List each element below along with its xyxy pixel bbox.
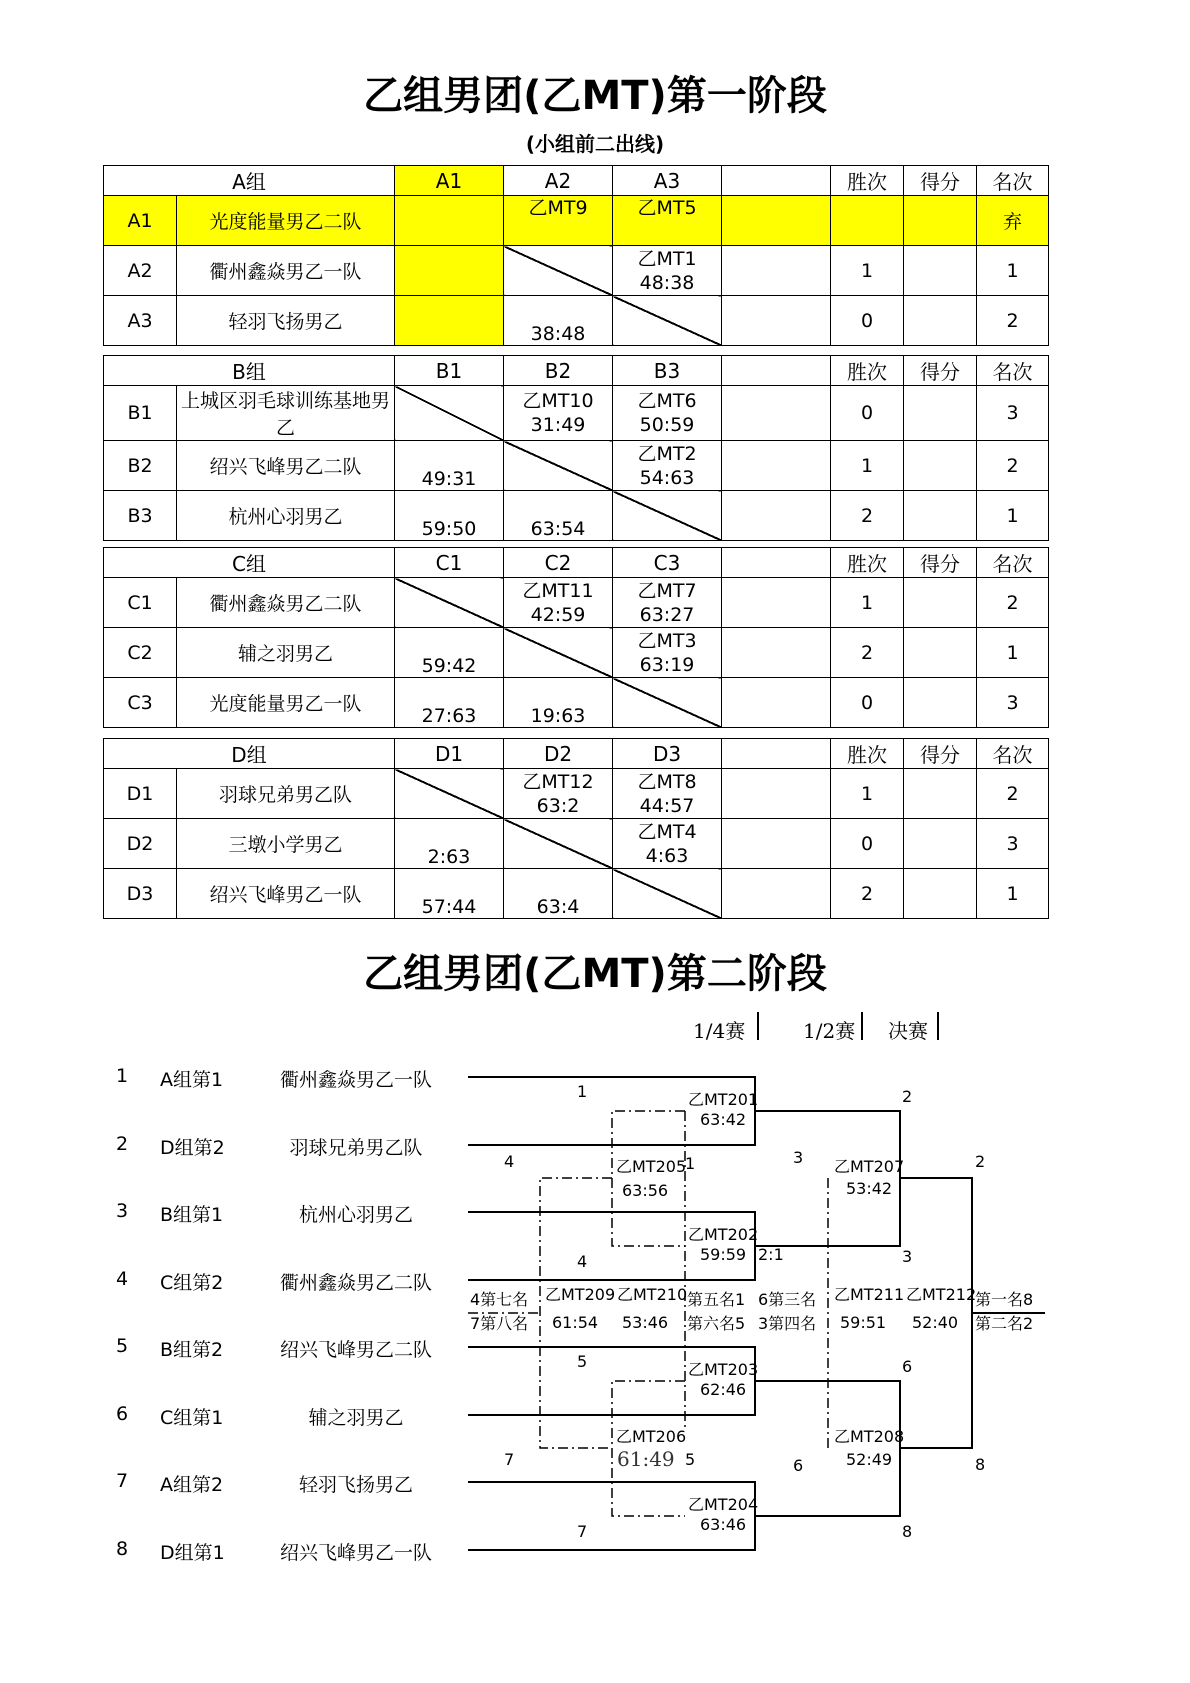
match-code: 乙MT208 xyxy=(834,1427,905,1446)
bracket-num: 5 xyxy=(577,1352,588,1371)
points-header: 得分 xyxy=(904,166,977,196)
seed-team: 羽球兄弟男乙队 xyxy=(289,1136,423,1159)
group-name: C组 xyxy=(104,548,395,578)
match-score: 63:19 xyxy=(639,653,695,676)
seed-team: 绍兴飞峰男乙二队 xyxy=(279,1339,432,1361)
match-score: 42:59 xyxy=(530,603,586,626)
match-score: 19:63 xyxy=(530,705,586,727)
seed-team: 绍兴飞峰男乙一队 xyxy=(279,1541,432,1564)
match-score: 59:59 xyxy=(700,1245,747,1264)
bracket-num: 3 xyxy=(793,1148,804,1167)
stage1-title: 乙组男团(乙MT)第一阶段 xyxy=(363,73,827,119)
match-code: 乙MT5 xyxy=(637,197,697,219)
seed-team: 辅之羽男乙 xyxy=(308,1406,404,1429)
col-header: B3 xyxy=(613,356,722,386)
match-code: 乙MT204 xyxy=(688,1495,759,1514)
team-name: 上城区羽毛球训练基地男乙 xyxy=(177,386,395,441)
place-label: 6第三名 xyxy=(758,1290,817,1309)
match-code: 乙MT11 xyxy=(522,579,594,602)
match-score: 63:42 xyxy=(700,1110,747,1129)
wins-cell: 2 xyxy=(831,628,904,678)
team-name: 光度能量男乙二队 xyxy=(177,196,395,246)
seed-source: A组第1 xyxy=(160,1069,224,1091)
seed-number: 7 xyxy=(116,1470,129,1492)
match-score: 50:59 xyxy=(639,414,695,436)
row-id: D1 xyxy=(104,769,177,819)
row-id: B3 xyxy=(104,491,177,541)
col-header: D1 xyxy=(395,739,504,769)
place-label: 第六名5 xyxy=(687,1314,746,1333)
match-score: 61:49 xyxy=(617,1447,675,1471)
points-header: 得分 xyxy=(904,739,977,769)
place-label: 4第七名 xyxy=(470,1290,529,1309)
team-name: 杭州心羽男乙 xyxy=(177,491,395,541)
wins-cell: 1 xyxy=(831,578,904,628)
col-header: D3 xyxy=(613,739,722,769)
wins-cell: 2 xyxy=(831,491,904,541)
bracket-num: 1 xyxy=(577,1082,588,1101)
rank-cell: 弃 xyxy=(977,196,1049,246)
match-score: 38:48 xyxy=(530,323,586,345)
match-code: 乙MT7 xyxy=(637,579,697,602)
match-score: 31:49 xyxy=(530,414,586,436)
seed-number: 8 xyxy=(116,1537,129,1560)
seed-source: A组第2 xyxy=(160,1474,224,1496)
row-id: B1 xyxy=(104,386,177,441)
bracket-num: 4 xyxy=(504,1152,515,1171)
row-id: C2 xyxy=(104,628,177,678)
match-code: 乙MT210 xyxy=(617,1285,688,1304)
team-name: 轻羽飞扬男乙 xyxy=(177,296,395,346)
points-header: 得分 xyxy=(904,356,977,386)
col-header: D2 xyxy=(504,739,613,769)
seed-number: 1 xyxy=(116,1065,129,1087)
rank-header: 名次 xyxy=(977,166,1049,196)
match-code: 乙MT209 xyxy=(545,1285,616,1304)
place-label: 7第八名 xyxy=(470,1314,529,1333)
seed-team: 衢州鑫焱男乙一队 xyxy=(279,1069,432,1091)
seed-team: 轻羽飞扬男乙 xyxy=(298,1474,413,1496)
seed-source: D组第1 xyxy=(160,1541,225,1564)
bracket-num: 7 xyxy=(504,1450,515,1469)
stage1-subtitle: (小组前二出线) xyxy=(525,132,665,156)
match-score: 59:51 xyxy=(840,1313,887,1332)
rank-cell: 3 xyxy=(977,819,1049,869)
match-score: 63:54 xyxy=(530,518,586,540)
row-id: A1 xyxy=(104,196,177,246)
team-name: 绍兴飞峰男乙二队 xyxy=(177,441,395,491)
bracket-num: 8 xyxy=(902,1522,913,1541)
match-code: 乙MT2 xyxy=(637,442,697,465)
wins-cell: 0 xyxy=(831,819,904,869)
bracket-num: 2 xyxy=(975,1152,986,1171)
match-score: 4:63 xyxy=(645,844,689,867)
col-header: C2 xyxy=(504,548,613,578)
rank-header: 名次 xyxy=(977,356,1049,386)
match-score: 63:27 xyxy=(639,603,695,626)
bracket-num: 3 xyxy=(902,1247,913,1266)
match-code: 乙MT212 xyxy=(906,1285,977,1304)
match-code: 乙MT202 xyxy=(688,1225,759,1244)
place-label: 第五名1 xyxy=(687,1290,746,1309)
match-code: 乙MT211 xyxy=(834,1285,905,1304)
match-score: 52:49 xyxy=(846,1450,893,1469)
seed-source: C组第2 xyxy=(160,1271,224,1294)
bracket-num: 2 xyxy=(902,1087,913,1106)
wins-cell: 1 xyxy=(831,246,904,296)
bracket-num: 5 xyxy=(685,1450,696,1469)
seed-team: 杭州心羽男乙 xyxy=(298,1204,413,1226)
rank-cell: 2 xyxy=(977,769,1049,819)
seed-source: C组第1 xyxy=(160,1406,224,1429)
match-score: 2:63 xyxy=(427,846,471,868)
match-score: 44:57 xyxy=(639,794,695,817)
match-code: 乙MT8 xyxy=(637,770,697,793)
rank-cell: 1 xyxy=(977,246,1049,296)
group-name: B组 xyxy=(104,356,395,386)
seed-number: 4 xyxy=(116,1267,129,1290)
bracket-num: 4 xyxy=(577,1252,588,1271)
team-name: 三墩小学男乙 xyxy=(177,819,395,869)
row-id: B2 xyxy=(104,441,177,491)
seed-team: 衢州鑫焱男乙二队 xyxy=(279,1271,432,1294)
round-sf-label: 1/2赛 xyxy=(803,1019,856,1043)
round-qf-label: 1/4赛 xyxy=(693,1019,746,1043)
match-score: 63:2 xyxy=(536,794,580,817)
wins-cell: 2 xyxy=(831,869,904,919)
group-name: D组 xyxy=(104,739,395,769)
match-code: 乙MT12 xyxy=(522,770,594,793)
place-label: 第一名8 xyxy=(975,1290,1034,1309)
wins-header: 胜次 xyxy=(831,739,904,769)
rank-cell: 1 xyxy=(977,628,1049,678)
rank-cell: 3 xyxy=(977,386,1049,441)
match-score: 57:44 xyxy=(421,896,477,918)
match-score: 63:56 xyxy=(622,1181,669,1200)
match-score: 53:42 xyxy=(846,1179,893,1198)
match-code: 乙MT10 xyxy=(522,390,594,412)
seed-number: 3 xyxy=(116,1200,129,1222)
match-score: 48:38 xyxy=(639,271,695,294)
match-score: 52:40 xyxy=(912,1313,959,1332)
rank-cell: 3 xyxy=(977,678,1049,728)
bracket-num: 8 xyxy=(975,1455,986,1474)
row-id: D2 xyxy=(104,819,177,869)
wins-cell: 0 xyxy=(831,386,904,441)
match-score: 61:54 xyxy=(552,1313,599,1332)
match-score: 63:4 xyxy=(536,896,580,918)
match-score: 59:42 xyxy=(421,655,477,677)
match-code: 乙MT4 xyxy=(637,820,697,843)
place-label: 第二名2 xyxy=(975,1314,1034,1333)
wins-header: 胜次 xyxy=(831,356,904,386)
bracket-num: 7 xyxy=(577,1522,588,1541)
match-code: 乙MT3 xyxy=(637,629,697,652)
row-id: A3 xyxy=(104,296,177,346)
match-score: 53:46 xyxy=(622,1313,669,1332)
row-id: C1 xyxy=(104,578,177,628)
place-label: 3第四名 xyxy=(758,1314,817,1333)
col-header: B1 xyxy=(395,356,504,386)
rank-header: 名次 xyxy=(977,739,1049,769)
match-score: 63:46 xyxy=(700,1515,747,1534)
seed-number: 5 xyxy=(116,1335,129,1357)
wins-cell: 1 xyxy=(831,441,904,491)
rank-cell: 2 xyxy=(977,296,1049,346)
bracket-num: 6 xyxy=(793,1456,804,1475)
match-code: 乙MT207 xyxy=(834,1157,905,1176)
col-header: A3 xyxy=(613,166,722,196)
seed-source: B组第1 xyxy=(160,1204,224,1226)
wins-cell: 1 xyxy=(831,769,904,819)
seed-number: 6 xyxy=(116,1402,129,1425)
team-name: 光度能量男乙一队 xyxy=(177,678,395,728)
row-id: A2 xyxy=(104,246,177,296)
seed-source: D组第2 xyxy=(160,1136,225,1159)
bracket-num: 1 xyxy=(685,1154,696,1173)
seed-number: 2 xyxy=(116,1132,129,1155)
match-score: 27:63 xyxy=(421,705,477,727)
match-score: 59:50 xyxy=(421,518,477,540)
rank-header: 名次 xyxy=(977,548,1049,578)
col-header: B2 xyxy=(504,356,613,386)
team-name: 衢州鑫焱男乙二队 xyxy=(177,578,395,628)
col-header: A2 xyxy=(504,166,613,196)
col-header: C1 xyxy=(395,548,504,578)
wins-cell: 0 xyxy=(831,678,904,728)
match-code: 乙MT203 xyxy=(688,1360,759,1379)
rank-cell: 1 xyxy=(977,491,1049,541)
match-extra: 2:1 xyxy=(758,1245,784,1264)
col-header: C3 xyxy=(613,548,722,578)
rank-cell: 1 xyxy=(977,869,1049,919)
bracket-num: 6 xyxy=(902,1357,913,1376)
wins-header: 胜次 xyxy=(831,548,904,578)
match-code: 乙MT206 xyxy=(616,1427,687,1446)
round-final-label: 决赛 xyxy=(888,1019,928,1043)
match-code: 乙MT205 xyxy=(616,1157,687,1176)
rank-cell: 2 xyxy=(977,441,1049,491)
points-header: 得分 xyxy=(904,548,977,578)
wins-cell: 0 xyxy=(831,296,904,346)
match-code: 乙MT1 xyxy=(637,247,697,270)
wins-header: 胜次 xyxy=(831,166,904,196)
team-name: 绍兴飞峰男乙一队 xyxy=(177,869,395,919)
team-name: 辅之羽男乙 xyxy=(177,628,395,678)
match-code: 乙MT9 xyxy=(528,197,588,219)
row-id: D3 xyxy=(104,869,177,919)
stage2-title: 乙组男团(乙MT)第二阶段 xyxy=(363,951,827,997)
seed-source: B组第2 xyxy=(160,1339,224,1361)
group-name: A组 xyxy=(104,166,395,196)
match-code: 乙MT201 xyxy=(688,1090,759,1109)
col-header: A1 xyxy=(395,166,504,196)
match-score: 49:31 xyxy=(421,468,477,490)
match-code: 乙MT6 xyxy=(637,390,697,412)
team-name: 羽球兄弟男乙队 xyxy=(177,769,395,819)
row-id: C3 xyxy=(104,678,177,728)
team-name: 衢州鑫焱男乙一队 xyxy=(177,246,395,296)
match-score: 62:46 xyxy=(700,1380,747,1399)
match-score: 54:63 xyxy=(639,466,695,489)
rank-cell: 2 xyxy=(977,578,1049,628)
